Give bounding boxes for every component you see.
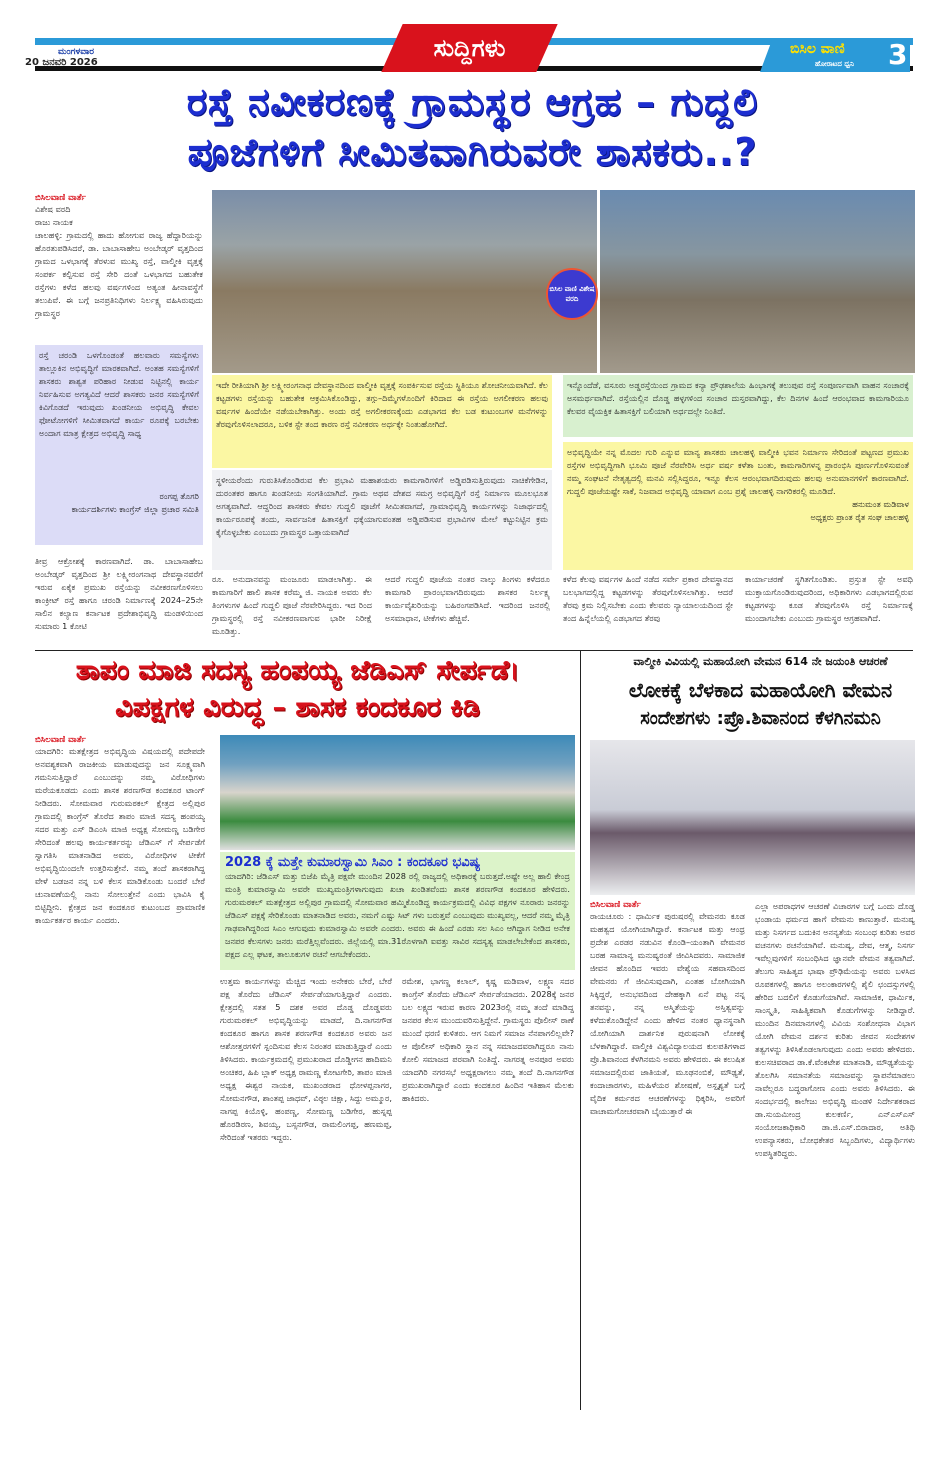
- story1-quote2: ಅಭಿವೃದ್ಧಿಯೇ ನನ್ನ ಮೊದಲ ಗುರಿ ಎನ್ನುವ ಮಾನ್ಯ ಶಾಸಕರು ಚಾಲಹಳ್ಳಿ ವಾಲ್ಮೀಕಿ ಭವನ ನಿರ್ಮಾಣ ಸೇರಿದಂತೆ ಪಟ್ಟಣದ ಪ್ರಮುಖ ರಸ್ತೆಗಳ ಅಭಿವೃದ್ಧಿಗಾಗಿ ಭೂಮಿ ಪೂಜೆ ನೆರವೇರಿಸಿ ಅರ್ಧ ವರ್ಷ ಕಳೆತಾ ಬಂತು, ಕಾಮಗಾರಿಗಳನ್ನ ಪ್ರಾರಂಭಿಸಿ ಪೂರ್ಣಗೊಳಿಸುವಂತೆ ನಮ್ಮ ಸಂಘಟನೆ ನೇತೃತ್ವದಲ್ಲಿ ಮನವಿ ಸಲ್ಲಿಸಿದ್ದರೂ, ಇನ್ನೂ ಕೆಲಸ ಆರಂಭವಾಗದಿರುವುದು ಹಲವು ಅನುಮಾನಗಳಿಗೆ ಕಾರಣವಾಗಿದೆ. ಗುದ್ದಲಿ ಪೂಜೆಯಷ್ಟೇ ಸಾಕೆ, ನಿಜವಾದ ಅಭಿವೃದ್ಧಿ ಯಾವಾಗ ಎಂಬ ಪ್ರಶ್ನೆ ಚಾಲಹಳ್ಳಿ ನಾಗರಿಕರಲ್ಲಿ ಮೂಡಿದೆ.: [567, 447, 909, 496]
- road-photo-right: [600, 190, 915, 373]
- page-number: 3: [888, 38, 908, 71]
- story1-headline-line1: ರಸ್ತೆ ನವೀಕರಣಕ್ಕೆ ಗ್ರಾಮಸ್ಥರ ಆಗ್ರಹ – ಗುದ್ದಲಿ: [186, 80, 759, 124]
- story1-col4: ಕಳೆದ ಕೆಲವು ವರ್ಷಗಳ ಹಿಂದೆ ನಡೆದ ಸರ್ವೇ ಪ್ರಕಾರ ದೇವಸ್ಥಾನದ ಬಲಭಾಗದಲ್ಲಿದ್ದ ಕಟ್ಟಡಗಳನ್ನು ತೆರವುಗೊಳಿಸಲಾಗಿತ್ತು. ಆದರೆ ತೆರವು ಕ್ರಮ ನಿಲ್ಲಿಸಬೇಕು ಎಂದು ಕೆಲವರು ನ್ಯಾಯಾಲಯದಿಂದ ಸ್ಟೇ ತಂದ ಹಿನ್ನೆಲೆಯಲ್ಲಿ ಎಡಭಾಗದ ತೆರವು: [563, 574, 733, 623]
- story1-reporter: ರಾಜು ನಾಯಕ: [35, 217, 73, 227]
- masthead-day: ಮಂಗಳವಾರ: [58, 47, 95, 57]
- story3-byline: ಬಿಸಿಲವಾಣಿ ವಾರ್ತೆ: [590, 900, 641, 910]
- story1-col1-continued: ತೀವ್ರ ಆಕ್ರೋಶಕ್ಕೆ ಕಾರಣವಾಗಿದೆ. ಡಾ. ಬಾಬಾಸಾಹೇಬ ಅಂಬೇಡ್ಕರ್ ವೃತ್ತದಿಂದ ಶ್ರೀ ಲಕ್ಷ್ಮೀರಂಗನಾಥ ದೇವಸ್ಥಾನವರೆಗೆ ಇರುವ ಏಕೈಕ ಪ್ರಮುಖ ರಸ್ತೆಯನ್ನು ನವೀಕರಣಗೊಳಿಸಲು ಕಾಂಕ್ರೀಟ್ ರಸ್ತೆ ಹಾಗೂ ಚರಂಡಿ ನಿರ್ಮಾಣಕ್ಕೆ 2024–25ನೇ ಸಾಲಿನ ಕಲ್ಯಾಣ ಕರ್ನಾಟಕ ಪ್ರದೇಶಾಭಿವೃದ್ಧಿ ಮಂಡಳಿಯಿಂದ ಸುಮಾರು 1 ಕೋಟಿ: [35, 556, 203, 631]
- column-divider: [580, 650, 581, 1410]
- story2-green-box: ಯಾದಗಿರಿ: ಜೆಡಿಎಸ್ ಮತ್ತು ಬಿಜೆಪಿ ಮೈತ್ರಿ ಪಕ್ಷವೇ ಮುಂದಿನ 2028 ರಲ್ಲಿ ರಾಜ್ಯದಲ್ಲಿ ಅಧಿಕಾರಕ್ಕೆ ಬರುತ್ತದೆ.ಅಷ್ಟೇ ಅಲ್ಲ ಹಾಲಿ ಕೇಂದ್ರ ಮಂತ್ರಿ ಕುಮಾರಸ್ವಾಮಿ ಅವರೇ ಮುಖ್ಯಮಂತ್ರಿಗಳಾಗುವುದು ಖಚಾ ಖಂಡಿತವೆಂದು ಶಾಸಕ ಶರಣಗೌಡ ಕಂದಕೂರ ಹೇಳಿದರು. ಗುರುಮಠಕಲ್ ಮತಕ್ಷೇತ್ರದ ಅಲ್ಲಿಪುರ ಗ್ರಾಮದಲ್ಲಿ ಸೋಮವಾರ ಹಮ್ಮಿಕೊಂಡಿದ್ದ ಕಾರ್ಯಕ್ರಮದಲ್ಲಿ ವಿವಿಧ ಪಕ್ಷಗಳ ನೂರಾರು ಜನರನ್ನು ಜೆಡಿಎಸ್ ಪಕ್ಷಕ್ಕೆ ಸೇರಿಕೊಂಡು ಮಾತನಾಡಿದ ಅವರು, ನಮಗೆ ಎಷ್ಟು ಸಿಟ್ ಗಳು ಬರುತ್ತವೆ ಎಂಬುವುದು ಮುಖ್ಯವಲ್ಲ, ಆದರೆ ನಮ್ಮ ಮೈತ್ರಿ ಗಾಢವಾಗಿದ್ದರಿಂದ ಸಿಎಂ ಆಗುವುದು ಕುಮಾರಸ್ವಾಮಿ ಅವರೇ ಎಂದರು. ಅವರು ಈ ಹಿಂದೆ ಎರಡು ಸಲ ಸಿಎಂ ಆಗಿದ್ದಾಗ ನೀಡಿದ ಅನೇಕ ಜನಪರ ಕೆಲಸಗಳು ಜನರು ಮರೆತ್ತಿಲ್ಲವೆಂದರು. ಜಿಲ್ಲೆಯಲ್ಲಿ ಮಾ.31ರೊಳಗಾಗಿ ಐವತ್ತು ಸಾವಿರ ಸದಸ್ಯತ್ವ ಮಾಡಲೇಬೇಕೆಂದ ಶಾಸಕರು, ಪಕ್ಷದ ಎಲ್ಲ ಘಟಕ, ತಾಲೂಕುಗಳ ರಚನೆ ಆಗಬೇಕೆಂದರು.: [225, 871, 570, 959]
- story2-headline-line1: ತಾಪಂ ಮಾಜಿ ಸದಸ್ಯ ಹಂಪಯ್ಯ ಜೆಡಿಎಸ್ ಸೇರ್ಪಡೆ।: [75, 655, 520, 686]
- story2-col1: ಯಾದಗಿರಿ: ಮತಕ್ಷೇತ್ರದ ಅಭಿವೃದ್ಧಿಯ ವಿಷಯದಲ್ಲಿ ಪದೇಪದೇ ಅನವಶ್ಯಕವಾಗಿ ರಾಜಕೀಯ ಮಾಡುವುದನ್ನು ಜನ ಸೂಕ್ಷ್ಮವಾಗಿ ಗಮನಿಸುತ್ತಿದ್ದಾರೆ ಎಂಬುದನ್ನು ನಮ್ಮ ವಿರೋಧಿಗಳು ಮರೆಯಕೂಡದು ಎಂದು ಶಾಸಕ ಶರಣಗೌಡ ಕಂದಕೂರ ಟಾಂಗ್ ನೀಡಿದರು. ಸೋಮವಾರ ಗುರುಮಠಕಲ್ ಕ್ಷೇತ್ರದ ಅಲ್ಲಿಪುರ ಗ್ರಾಮದಲ್ಲಿ ಕಾಂಗ್ರೆಸ್ ತೊರೆದ ತಾಪಂ ಮಾಜಿ ಸದಸ್ಯ ಹಂಪಯ್ಯ ಸದರ ಮತ್ತು ಎಸ್ ಡಿಎಂಸಿ ಮಾಜಿ ಅಧ್ಯಕ್ಷ ಸೋಮಣ್ಣ ಬಡಿಗೇರ ಸೇರಿದಂತೆ ಹಲವು ಕಾರ್ಯಕರ್ತರನ್ನು ಜೆಡಿಎಸ್ ಗೆ ಸೇರ್ಪಡೆಗೆ ಸ್ವಾಗತಿಸಿ ಮಾತನಾಡಿದ ಅವರು, ವಿರೋಧಿಗಳ ಟೀಕೆಗೆ ಅಭಿವೃದ್ಧಿಯಿಂದಲೇ ಉತ್ತರಿಸುತ್ತೇನೆ. ನಮ್ಮ ತಂದೆ ಶಾಸಕರಾಗಿದ್ದ ವೇಳೆ ಬಡಜನ ನನ್ನ ಬಳಿ ಕೆಲಸ ಮಾಡಿಕೊಂಡು ಬಂದರೆ ಬೇರೆ ಚುನಾವಣೆಯಲ್ಲಿ ನಾನು ಸೋಲುತ್ತೇನೆ ಎಂದು ಭಾವಿಸಿ ಕೈ ಬಿಟ್ಟಿದ್ದೀನಿ. ಕ್ಷೇತ್ರದ ಜನ ಕಂದಕೂರ ಕುಟುಂಬದ ಪ್ರಾಮಾಣಿಕ ಕಾರ್ಯಕರ್ತರ ಕಾರ್ಯ ಎಂದರು.: [35, 746, 205, 925]
- story1-col3: ಆದರೆ ಗುದ್ದಲಿ ಪೂಜೆಯ ನಂತರ ನಾಲ್ಕು ತಿಂಗಳು ಕಳೆದರೂ ಕಾಮಗಾರಿ ಪ್ರಾರಂಭವಾಗದಿರುವುದು ಶಾಸಕರ ನಿರ್ಲಕ್ಷ್ಯ ಕಾರ್ಯವೈಖರಿಯನ್ನು ಬಹಿರಂಗಪಡಿಸಿದೆ. ಇದರಿಂದ ಜನರಲ್ಲಿ ಅಸಮಾಧಾನ, ಟೀಕೆಗಳು ಹೆಚ್ಚಿವೆ.: [385, 574, 550, 623]
- story1-quote2-role: ಅಧ್ಯಕ್ಷರು ಪ್ರಾಂತ ರೈತ ಸಂಘ ಚಾಲಹಳ್ಳಿ: [810, 512, 909, 522]
- story1-quote2-name: ಹನುಮಂತ ಮಡಿವಾಳ: [852, 499, 909, 509]
- jds-event-photo: [220, 735, 575, 850]
- masthead-date: 20 ಜನವರಿ 2026: [25, 57, 98, 68]
- story1-quote1: ರಸ್ತೆ ಚರಂಡಿ ಒಳಗೊಂಡಂತೆ ಹಲವಾರು ಸಮಸ್ಯೆಗಳು ತಾಲ್ಲೂಕಿನ ಅಭಿವೃದ್ಧಿಗೆ ಮಾರಕವಾಗಿದೆ. ಅಂತಹ ಸಮಸ್ಯೆಗಳಿಗೆ ಶಾಸಕರು ಶಾಶ್ವತ ಪರಿಹಾರ ನೀಡುವ ನಿಟ್ಟಿನಲ್ಲಿ ಕಾರ್ಯ ನಿರ್ವಹಿಸುವ ಅಗತ್ಯವಿದೆ ಆದರೆ ಶಾಸಕರು ಜನರ ಸಮಸ್ಯೆಗಳಿಗೆ ಕಿವಿಗೊಡದೆ ಇರುವುದು ಖಂಡನೀಯ ಅಭಿವೃದ್ಧಿ ಕೇವಲ ಫೋಟೋಗಳಿಗೆ ಸೀಮಿತವಾಗದೆ ಕಾರ್ಯ ರೂಪಕ್ಕೆ ಬರಬೇಕು ಅಂದಾಗ ಮಾತ್ರ ಕ್ಷೇತ್ರದ ಅಭಿವೃದ್ಧಿ ಸಾಧ್ಯ: [39, 350, 199, 438]
- brand-name: ಬಿಸಿಲ ವಾಣಿ: [790, 41, 845, 57]
- story3-kicker: ವಾಲ್ಮೀಕಿ ವಿವಿಯಲ್ಲಿ ಮಹಾಯೋಗಿ ವೇಮನ 614 ನೇ ಜಯಂತಿ ಆಚರಣೆ: [633, 655, 888, 668]
- special-report-badge: ಬಿಸಿಲ ವಾಣಿ ವಿಶೇಷ ವರದಿ: [546, 268, 598, 320]
- story3-col2: ಎಲ್ಲಾ ಅಪರಾಧಗಳ ಆಚರಣೆ ವಿಚಾರಗಳ ಬಗ್ಗೆ ಒಂದು ದೊಡ್ಡ ಭಂಡಾಯ ಧರ್ಮದ ಹಾಗೆ ವೇಮನು ಕಾಣುತ್ತಾರೆ. ಮನುಷ್ಯ ಮತ್ತು ನಿಸರ್ಗದ ಬದುಕಿನ ಅನನ್ಯತೆಯ ಸಂಬಂಧ ಕುರಿತು ಅವರ ವಚನಗಳು ರಚನೆಯಾಗಿವೆ. ಮನುಷ್ಯ, ದೇವ, ಆತ್ಮ, ನಿಸರ್ಗ ಇವೆಲ್ಲವುಗಳಿಗೆ ಸಂಬಂಧಿಸಿದ ಜ್ಞಾನವೇ ವೇಮನ ತತ್ವವಾಗಿದೆ. ತೆಲುಗು ಸಾಹಿತ್ಯದ ಭಾಷಾ ಪ್ರೌಢಿಮೆಯನ್ನು ಅವರು ಬಳಸಿದ ರೂಪಕಗಳಲ್ಲಿ ಹಾಗೂ ಅಲಂಕಾರಗಳಲ್ಲಿ ಶೈಲಿ ಛಂದಸ್ಸುಗಳಲ್ಲಿ ಹೇರಿದ ಬದಲಿಗೆ ಕೊಡುಗೆಯಾಗಿವೆ. ಸಾಮಾಜಿಕ, ಧಾರ್ಮಿಕ, ಸಾಂಸ್ಕೃತಿ, ಸಾಹಿತ್ಯಿಕವಾಗಿ ಕೊಡುಗೆಗಳನ್ನು ನೀಡಿದ್ದಾರೆ. ಮುಂದಿನ ದಿನಮಾನಗಳಲ್ಲಿ ವಿವಿಯ ಸಂಶೋಧನಾ ವಿಭಾಗ ಯೋಗಿ ವೇಮನ ದರ್ಶನ ಕುರಿತು ಜೀವನ ಸಂದೇಶಗಳ ತತ್ವಗಳನ್ನು ತಿಳಿಸಿಕೊಡಲಾಗುವುದು ಎಂದು ಅವರು ಹೇಳಿದರು. ಕುಲಸಚಿವರಾದ ಡಾ.ಕೆ.ವೆಂಕಟೇಶ ಮಾತನಾಡಿ, ಮೌಢ್ಯತೆಯನ್ನು ತೊಲಗಿಸಿ ಸಮಾನತೆಯ ಸಮಾಜವನ್ನು ಸ್ಥಾಪನೆಮಾಡಲು ನಾವೆಲ್ಲರೂ ಬದ್ಧರಾಗೋಣ ಎಂದು ಅವರು ತಿಳಿಸಿದರು. ಈ ಸಂದರ್ಭದಲ್ಲಿ ಕಾಲೇಜು ಅಭಿವೃದ್ಧಿ ಮಂಡಳಿ ನಿರ್ದೇಶಕರಾದ ಡಾ.ಸುಯಮೀಂದ್ರ ಕುಲಕರ್ಣಿ, ಎನ್ಎಸ್ಎಸ್ ಸಂಯೋಜಕಾಧಿಕಾರಿ ಡಾ.ಜಿ.ಎಸ್.ಬಿರಾದಾರ, ಅತಿಥಿ ಉಪನ್ಯಾಸಕರು, ಬೋಧಕೇತರ ಸಿಬ್ಬಂದಿಗಳು, ವಿದ್ಯಾರ್ಥಿಗಳು ಉಪಸ್ಥಿತರಿದ್ದರು.: [755, 901, 915, 1158]
- story1-quote1-name: ರಂಗಪ್ಪ ತೊಗರಿ: [159, 491, 199, 501]
- brand-tagline: ಹೋರಾಟದ ಧ್ವನಿ: [815, 60, 854, 68]
- story3-headline-line2: ಸಂದೇಶಗಳು :ಪ್ರೊ.ಶಿವಾನಂದ ಕೆಳಗಿನಮನಿ: [640, 708, 881, 729]
- section-label: ಸುದ್ದಿಗಳು: [433, 34, 506, 62]
- story1-intro: ಚಾಲಹಳ್ಳಿ: ಗ್ರಾಮದಲ್ಲಿ ಹಾದು ಹೋಗುವ ರಾಜ್ಯ ಹೆದ್ದಾರಿಯನ್ನು ಹೊರತುಪಡಿಸಿದರೆ, ಡಾ. ಬಾಬಾಸಾಹೇಬ ಅಂಬೇಡ್ಕರ್ ವೃತ್ತದಿಂದ ಗ್ರಾಮದ ಒಳಭಾಗಕ್ಕೆ ತೆರಳುವ ಮುಖ್ಯ ರಸ್ತೆ, ವಾಲ್ಮೀಕಿ ವೃತ್ತಕ್ಕೆ ಸಂಪರ್ಕ ಕಲ್ಪಿಸುವ ರಸ್ತೆ ಸೇರಿ ದಂತೆ ಒಳಭಾಗದ ಬಹುತೇಕ ರಸ್ತೆಗಳು ಕಳೆದ ಹಲವು ವರ್ಷಗಳಿಂದ ಅತ್ಯಂತ ಹೀನಾವಸ್ಥೆಗೆ ತಲುಪಿವೆ. ಈ ಬಗ್ಗೆ ಜನಪ್ರತಿನಿಧಿಗಳು ನಿರ್ಲಕ್ಷ್ಯ ವಹಿಸಿರುವುದು ಗ್ರಾಮಸ್ಥರ: [35, 230, 203, 318]
- story3-col1: ರಾಯಚೂರು : ಧಾರ್ಮಿಕ ಪುರುಷರಲ್ಲಿ ವೇಮನರು ಕೂಡ ಮಹತ್ವದ ಯೋಗಿಯಾಗಿದ್ದಾರೆ. ಕರ್ನಾಟಕ ಮತ್ತು ಆಂಧ್ರ ಪ್ರದೇಶ ಎರಡರ ನಡುವಿನ ಕೊಂಡಿ–ಯಂತಾಗಿ ವೇಮನರ ಬರಹ ಸಾಮಾನ್ಯ ಮನುಷ್ಯರಂತೆ ಜೀವಿಸಿದವರು. ಸಾಮಾಜಿಕ ಜೀವನ ಹೊಂದಿದ ಇವರು ವೇಶ್ಯೆಯ ಸಹವಾಸದಿಂದ ವೇಮನರು ಗೆ ಜೀವಿಸುವುದಾಗಿ, ಎಂತಹ ಬೋಗಿಯಾಗಿ ಸಿಕ್ಕಿದ್ದರೆ, ಅನುಭವದಿಂದ ದೇಹಕ್ಕಾಗಿ ಏನೆ ಪಟ್ಟ ನನ್ನ ತನವನ್ನು, ನನ್ನ ಅಸ್ಮಿತೆಯನ್ನು ಅಸ್ತಿತ್ವವನ್ನು ಕಳೆದುಕೊಂಡಿದ್ದೇನೆ ಎಂದು ಹೇಳಿದ ನಂತರ ಧ್ಯಾನಸ್ಥನಾಗಿ ಯೋಗಿಯಾಗಿ ದಾರ್ಶನಿಕ ಪುರುಷನಾಗಿ ಲೋಕಕ್ಕೆ ಬೆಳಕಾಗಿದ್ದಾರೆ. ವಾಲ್ಮೀಕಿ ವಿಶ್ವವಿದ್ಯಾಲಯದ ಕುಲಪತಿಗಳಾದ ಪ್ರೊ.ಶಿವಾನಂದ ಕೆಳಗಿನಮನಿ ಅವರು ಹೇಳಿದರು. ಈ ಕಲುಷಿತ ಸಮಾಜದಲ್ಲಿರುವ ಜಾತಿಯತೆ, ಮೂಢನಂಬಿಕೆ, ಮೌಢ್ಯತೆ, ಕಂದಾಚಾರಗಳು, ಮಹಿಳೆಯರ ಶೋಷಣೆ, ಅಸ್ಪೃಶ್ಯತೆ ಬಗ್ಗೆ ವೈದಿಕ ಕರ್ಮಠದ ಆಚರಣೆಗಳನ್ನು ಧಿಕ್ಕರಿಸಿ, ಅವರಿಗೆ ವಾಚಾಮಗೋಚರವಾಗಿ ಬೈಯುತ್ತಾರೆ ಈ: [590, 911, 745, 1116]
- vemana-jayanti-photo: [590, 740, 915, 895]
- story1-yellow-box: ಇದೇ ರೀತಿಯಾಗಿ ಶ್ರೀ ಲಕ್ಷ್ಮೀರಂಗನಾಥ ದೇವಸ್ಥಾನದಿಂದ ವಾಲ್ಮೀಕಿ ವೃತ್ತಕ್ಕೆ ಸಂಪರ್ಕಿಸುವ ರಸ್ತೆಯ ಸ್ಥಿತಿಯೂ ಶೋಚನೀಯವಾಗಿದೆ. ಕೆಲ ಕಟ್ಟಡಗಳು ರಸ್ತೆಯನ್ನು ಬಹುತೇಕ ಆಕ್ರಮಿಸಿಕೊಂಡಿದ್ದು, ತಗ್ಗು–ದಿಮ್ಮೆಗಳೊಂದಿಗೆ ಕಿರಿದಾದ ಈ ರಸ್ತೆಯ ಅಗಲೀಕರಣ ಹಲವು ವರ್ಷಗಳ ಹಿಂದೆಯೇ ನಡೆಯಬೇಕಾಗಿತ್ತು. ಅಂದು ರಸ್ತೆ ಅಗಲೀಕರಣಕ್ಕೆಂದು ಎಡಭಾಗದ ಕೆಲ ಬಡ ಕುಟುಂಬಗಳ ಮನೆಗಳನ್ನು ತೆರವುಗೊಳಿಸಲಾದರೂ, ಬಳಿಕ ಸ್ಟೇ ತಂದ ಕಾರಣ ರಸ್ತೆ ನವೀಕರಣ ಅರ್ಧಕ್ಕೇ ನಿಂತುಹೋಗಿದೆ.: [216, 380, 548, 429]
- story1-report-type: ವಿಶೇಷ ವರದಿ: [35, 204, 71, 214]
- story1-quote1-role: ಕಾರ್ಯದರ್ಶಿಗಳು ಕಾಂಗ್ರೆಸ್ ಜಿಲ್ಲಾ ಪ್ರಚಾರ ಸಮಿತಿ: [71, 504, 199, 514]
- story1-byline: ಬಿಸಿಲವಾಣಿ ವಾರ್ತೆ: [35, 193, 86, 203]
- story1-gray-box: ಸ್ಥಳೀಯರೆಂದು ಗುರುತಿಸಿಕೊಂಡಿರುವ ಕೆಲ ಪ್ರಭಾವಿ ಮಹಾಶಯರು ಕಾಮಗಾರಿಗಳಿಗೆ ಅಡ್ಡಿಪಡಿಸುತ್ತಿರುವುದು ನಾಚಿಕೆಗೇಡಿನ, ದುರಂತಕರ ಹಾಗೂ ಖಂಡನೀಯ ಸಂಗತಿಯಾಗಿದೆ. ಗ್ರಾಮ ಅಥವ ದೇಶದ ಸಮಗ್ರ ಅಭಿವೃದ್ಧಿಗೆ ರಸ್ತೆ ನಿರ್ಮಾಣ ಮೂಲಭೂತ ಅಗತ್ಯವಾಗಿದೆ. ಆದ್ದರಿಂದ ಶಾಸಕರು ಕೇವಲ ಗುದ್ದಲಿ ಪೂಜೆಗೆ ಸೀಮಿತವಾಗದೆ, ಗ್ರಾಮಾಭಿವೃದ್ಧಿ ಕಾರ್ಯಗಳನ್ನು ನಿಜಾರ್ಥದಲ್ಲಿ ಕಾರ್ಯರೂಪಕ್ಕೆ ತಂದು, ಸಾರ್ವಜನಿಕ ಹಿತಾಸಕ್ತಿಗೆ ಧಕ್ಕೆಯಾಗುವಂತಹ ಅಡ್ಡಿಪಡಿಸುವ ಪ್ರಭಾವಿಗಳ ಮೇಲೆ ಕಟ್ಟುನಿಟ್ಟಿನ ಕ್ರಮ ಕೈಗೊಳ್ಳಬೇಕು ಎಂಬುದು ಗ್ರಾಮಸ್ಥರ ಒತ್ತಾಯವಾಗಿದೆ: [216, 475, 548, 537]
- story-divider: [35, 650, 913, 651]
- story2-caption-title: 2028 ಕ್ಕೆ ಮತ್ತೇ ಕುಮಾರಸ್ವಾಮಿ ಸಿಎಂ : ಕಂದಕೂರ ಭವಿಷ್ಯ: [225, 855, 481, 870]
- story2-byline: ಬಿಸಿಲವಾಣಿ ವಾರ್ತೆ: [35, 735, 86, 745]
- story1-green-box: ಇನ್ನೊಂದೆಡೆ, ವಸೂರು ಅಡ್ಡರಸ್ತೆಯಿಂದ ಗ್ರಾಮದ ಕನ್ಯಾ ಪ್ರೌಢಶಾಲೆಯ ಹಿಂಭಾಗಕ್ಕೆ ತಲುಪುವ ರಸ್ತೆ ಸಂಪೂರ್ಣವಾಗಿ ವಾಹನ ಸಂಚಾರಕ್ಕೆ ಅಸಮರ್ಥವಾಗಿದೆ. ರಸ್ತೆಯಲ್ಲಿನ ದೊಡ್ಡ ಹಳ್ಳಗಳಿಂದ ಸಂಚಾರ ದುಸ್ತರವಾಗಿದ್ದು, ಕೆಲ ದಿನಗಳ ಹಿಂದೆ ಆರಂಭವಾದ ಕಾಮಗಾರಿಯೂ ಕೆಲವರ ವೈಯಕ್ತಿಕ ಹಿತಾಸಕ್ತಿಗೆ ಬಲಿಯಾಗಿ ಅರ್ಧದಲ್ಲೇ ನಿಂತಿದೆ.: [567, 380, 909, 416]
- story3-headline-line1: ಲೋಕಕ್ಕೆ ಬೆಳಕಾದ ಮಹಾಯೋಗಿ ವೇಮನ: [628, 678, 893, 702]
- story2-headline-line2: ವಿಪಕ್ಷಗಳ ವಿರುದ್ಧ – ಶಾಸಕ ಕಂದಕೂರ ಕಿಡಿ: [115, 692, 480, 723]
- story2-col3: ರಮೇಶ, ಭಾಗಣ್ಣ ಕಲಾಲ್, ಕೃಷ್ಣ ಮಡಿವಾಳ, ಲಕ್ಷ್ಮಣ ಸದರ ಕಾಂಗ್ರೆಸ್ ತೊರೆದು ಜೆಡಿಎಸ್ ಸೇರ್ಪಡೆಯಾದರು. 2028ಕ್ಕೆ ಜನರ ಬಲ ಲಕ್ಷ್ಯದ ಇರುವ ಕಾರಣ 2023ರಲ್ಲಿ ನಮ್ಮ ತಂದೆ ಮಾಡಿದ್ದ ಜನಪರ ಕೆಲಸ ಮುಂದುವರಿಸುತ್ತಿದ್ದೇನೆ. ಗ್ರಾಮಸ್ಥರು ಪೊಲೀಸ್ ಠಾಣೆ ಮುಂದೆ ಧರಣಿ ಕುಳಿತರು. ಆಗ ನಿಮಗೆ ಸಮಾಜ ನೆನಪಾಗಲಿಲ್ಲವೇ? ಆ ಪೊಲೀಸ್ ಅಧಿಕಾರಿ ಸ್ಥಾನ ನನ್ನ ಸಮಾಜದವರಾಗಿದ್ದರೂ ನಾನು ಕೋಲಿ ಸಮಾಜದ ಪರವಾಗಿ ನಿಂತಿದ್ದೆ. ನಾಗರತ್ನ ಅನಪೂರ ಅವರು ಯಾದಗಿರಿ ನಗರಸಭೆ ಅಧ್ಯಕ್ಷರಾಗಲು ನಮ್ಮ ತಂದೆ ದಿ.ನಾಗನಗೌಡ ಪ್ರಮುಖರಾಗಿದ್ದಾರೆ ಎಂದು ಕಂದಕೂರ ಹಿಂದಿನ ಇತಿಹಾಸ ಮೆಲಕು ಹಾಕಿದರು.: [402, 976, 574, 1103]
- story1-col2: ರೂ. ಅನುದಾನವನ್ನು ಮಂಜೂರು ಮಾಡಲಾಗಿತ್ತು. ಈ ಕಾಮಗಾರಿಗೆ ಹಾಲಿ ಶಾಸಕ ಕರೆಮ್ಮ ಜಿ. ನಾಯಕ ಅವರು ಕೆಲ ತಿಂಗಳುಗಳ ಹಿಂದೆ ಗುದ್ದಲಿ ಪೂಜೆ ನೆರವೇರಿಸಿದ್ದರು. ಇದ ರಿಂದ ಗ್ರಾಮಸ್ಥರಲ್ಲಿ ರಸ್ತೆ ನವೀಕರಣವಾಗುವ ಭಾರೀ ನಿರೀಕ್ಷೆ ಮೂಡಿತ್ತು.: [212, 574, 372, 636]
- story1-headline-line2: ಪೂಜೆಗಳಿಗೆ ಸೀಮಿತವಾಗಿರುವರೇ ಶಾಸಕರು..?: [187, 130, 758, 174]
- road-photo-left: [212, 190, 597, 373]
- story1-col5: ಕಾರ್ಯಾಚರಣೆ ಸ್ಥಗಿತಗೊಂಡಿತು. ಪ್ರಸ್ತುತ ಸ್ಟೇ ಅವಧಿ ಮುಕ್ತಾಯಗೊಂಡಿರುವುದರಿಂದ, ಅಧಿಕಾರಿಗಳು ಎಡಭಾಗದಲ್ಲಿರುವ ಕಟ್ಟಡಗಳನ್ನು ಕೂಡ ತೆರವುಗೊಳಿಸಿ ರಸ್ತೆ ನಿರ್ಮಾಣಕ್ಕೆ ಮುಂದಾಗಬೇಕು ಎಂಬುದು ಗ್ರಾಮಸ್ಥರ ಆಗ್ರಹವಾಗಿದೆ.: [745, 574, 913, 623]
- story2-col2: ಉತ್ತಮ ಕಾರ್ಯಗಳನ್ನು ಮೆಚ್ಚಿದ ಇಂದು ಅನೇಕರು ಬೇರೆ, ಬೇರೆ ಪಕ್ಷ ತೊರೆದು ಜೆಡಿಎಸ್ ಸೇರ್ಪಡೆಯಾಗುತ್ತಿದ್ದಾರೆ ಎಂದರು. ಕ್ಷೇತ್ರದಲ್ಲಿ ಸತತ 5 ದಶಕ ಅವರ ದೊಡ್ಡ ದೊಡ್ಡವರು ಗುರುಮಠಕಲ್ ಅಭಿವೃದ್ಧಿಯನ್ನು ಮಾಡದೆ, ದಿ.ನಾಗನಗೌಡ ಕಂದಕೂರ ಹಾಗೂ ಶಾಸಕ ಶರಣಗೌಡ ಕಂದಕೂರ ಅವರು ಜನ ಆಶೋತ್ತರಗಳಿಗೆ ಸ್ಪಂದಿಸುವ ಕೆಲಸ ನಿರಂತರ ಮಾಡುತ್ತಿದ್ದಾರೆ ಎಂದು ತಿಳಿಸಿದರು. ಕಾರ್ಯಕ್ರಮದಲ್ಲಿ ಪ್ರಮುಖರಾದ ದೊಡ್ಡೀಗನ ಹಾದಿಮನಿ ಅಂಚಿಕರ, ಹಿಪಿ ಬ್ಲಾಕ್ ಅಧ್ಯಕ್ಷ ರಾಮಣ್ಣ ಕೋಟಗೇರಿ, ತಾಪಂ ಮಾಜಿ ಅಧ್ಯಕ್ಷ ಈಶ್ವರ ನಾಯಕ, ಮುಖಂಡರಾದ ಧೋಳಪ್ಪನಾಗರ, ಸೋಮನಗೌಡ, ಶಾಂತಪ್ಪ ಜಾಧವ್, ವಿಠ್ಠಲ ಚಿಕ್ಷಾ, ಸಿದ್ದು ಅಮ್ಮೂರ, ನಾಗಪ್ಪ ಕಿಯೊಳ್ಳಿ, ಹಂಪಣ್ಣ, ಸೋಮಣ್ಣ ಬಡಿಗೇರ, ಹುಸ್ನಪ್ಪ ಹೊರಡಿರಣ, ಶಿವಯ್ಯ, ಬಸ್ಸನಗೌಡ, ರಾಮಲಿಂಗಪ್ಪ, ಹಣಮಪ್ಪ, ಸೇರಿದಂತೆ ಇತರರು ಇದ್ದರು.: [220, 976, 392, 1142]
